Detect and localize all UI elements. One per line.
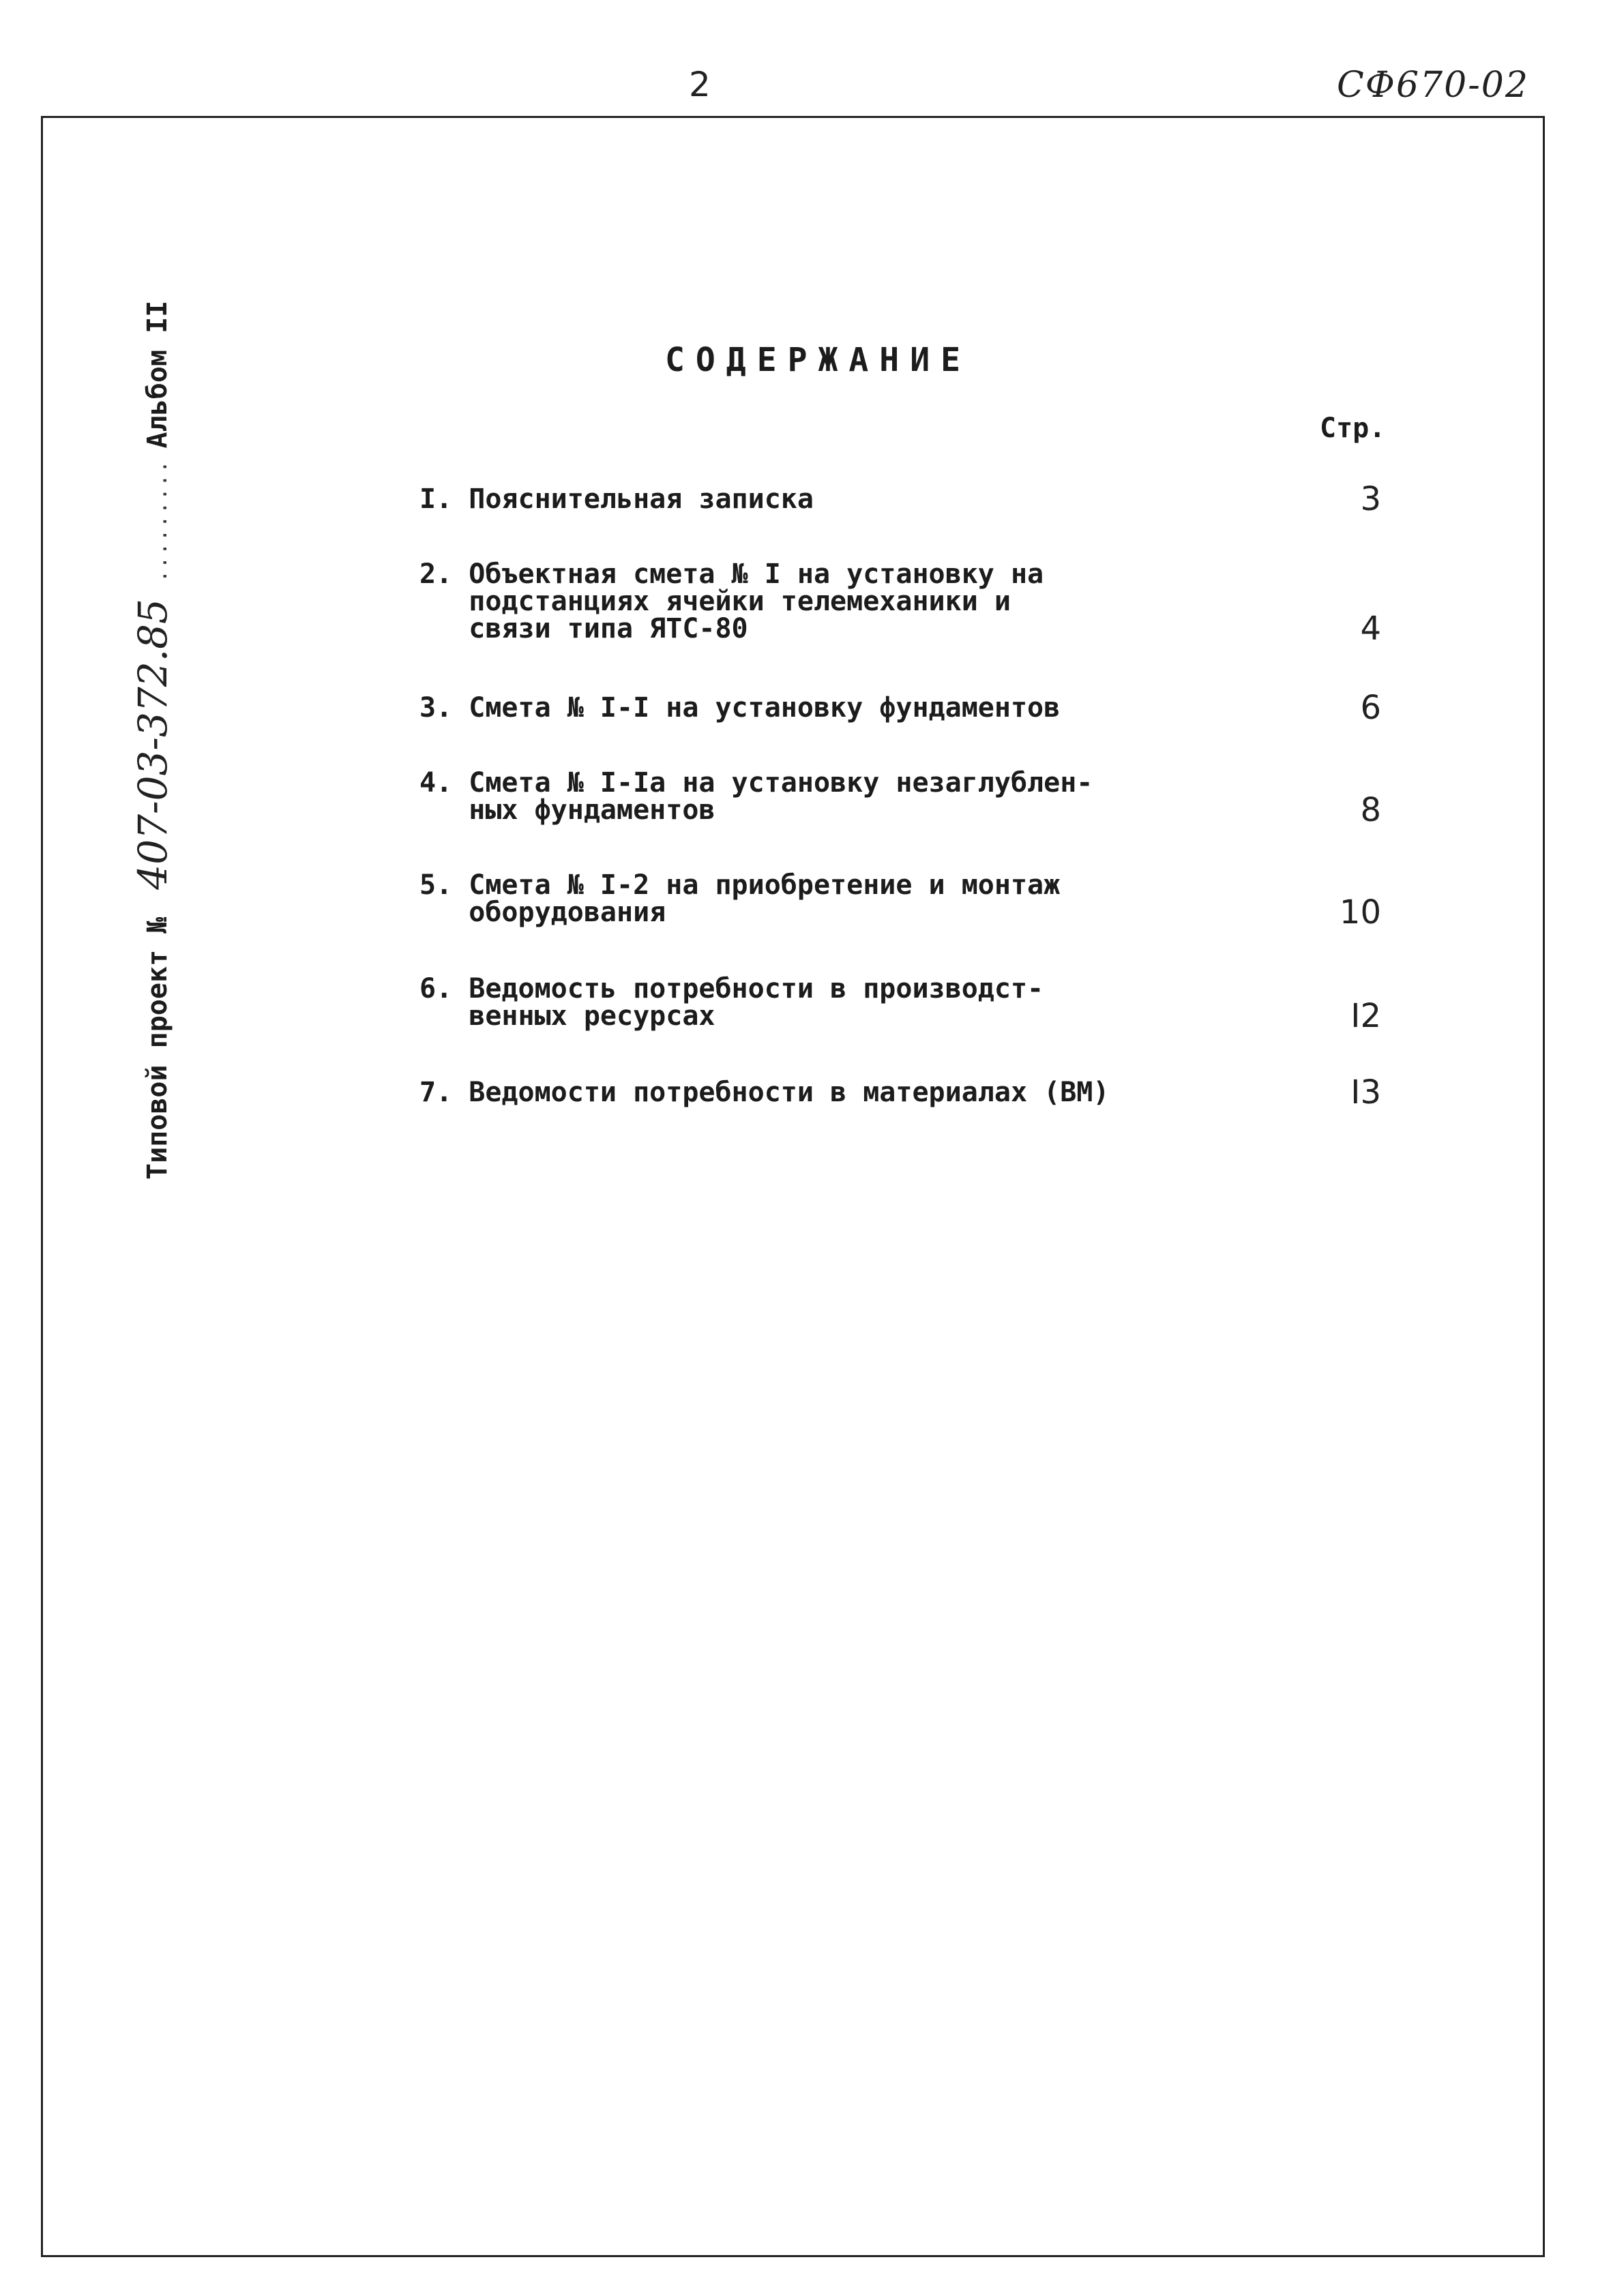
toc-item-text: I. Пояснительная записка	[419, 483, 814, 515]
toc-item	[419, 869, 1402, 931]
toc-item-page: 10	[1339, 893, 1381, 931]
toc-item-page: 8	[1360, 791, 1381, 829]
toc-item	[419, 689, 1402, 727]
toc-item-text: 5. Смета № I-2 на приобретение и монтаж оборудования	[419, 869, 1061, 928]
page-column-header: Стр.	[1320, 413, 1386, 444]
stamp-dotted-line: .........	[148, 459, 172, 583]
toc-item	[419, 767, 1402, 829]
toc-item-text: 6. Ведомость потребности в производст- венных ресурсах	[419, 973, 1044, 1032]
toc-item	[419, 973, 1402, 1035]
toc-item-page: 6	[1360, 689, 1381, 727]
document-code: СФ670-02	[1337, 65, 1529, 106]
project-number: 407-03-372.85	[130, 599, 176, 890]
toc-item-text: 4. Смета № I-Iа на установку незаглублен- ных фундаментов	[419, 767, 1093, 826]
side-stamp	[130, 301, 176, 1180]
toc-item	[419, 1073, 1402, 1112]
toc-item-page: 4	[1360, 610, 1381, 648]
toc-item-page: 3	[1360, 480, 1381, 518]
page-number: 2	[689, 65, 711, 104]
toc-item-text: 7. Ведомости потребности в материалах (ВМ)	[419, 1077, 1110, 1108]
toc-item-page: I3	[1350, 1073, 1381, 1112]
toc-title: СОДЕРЖАНИЕ	[665, 341, 971, 379]
toc-item-text: 3. Смета № I-I на установку фундаментов	[419, 692, 1061, 724]
toc-item-page: I2	[1350, 997, 1381, 1035]
toc-item	[419, 480, 1402, 518]
project-label: Типовой проект №	[142, 916, 173, 1180]
toc-item	[419, 558, 1402, 648]
album-label: Альбом II	[142, 300, 173, 449]
toc-item-text: 2. Объектная смета № I на установку на подстанциях ячейки телемеханики и связи типа ЯТС-80	[419, 558, 1044, 644]
